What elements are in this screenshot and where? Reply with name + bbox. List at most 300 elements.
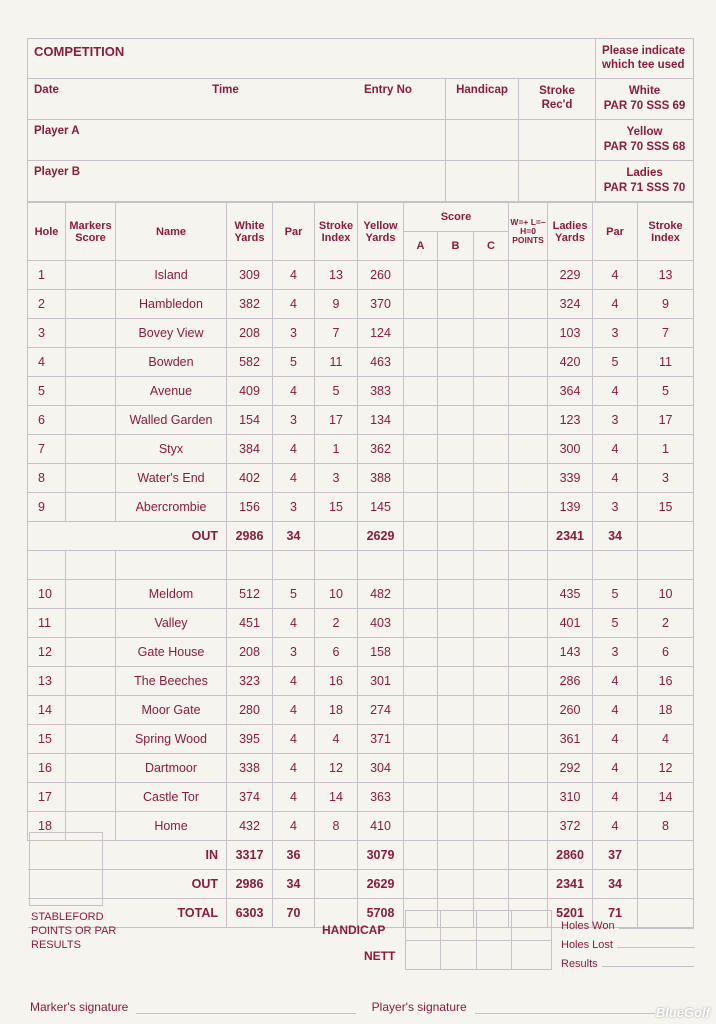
score-b-cell[interactable] xyxy=(438,580,474,609)
player-a-handicap[interactable] xyxy=(446,120,519,161)
competition-label: COMPETITION xyxy=(28,39,596,79)
spacer-cell xyxy=(66,551,116,580)
points-cell[interactable] xyxy=(509,493,548,522)
table-row xyxy=(28,609,694,638)
ladies-yards: 324 xyxy=(548,290,593,319)
white-yards: 384 xyxy=(227,435,273,464)
score-b-cell[interactable] xyxy=(438,290,474,319)
out2-score-b[interactable] xyxy=(438,870,474,899)
ladies-yards: 300 xyxy=(548,435,593,464)
hole-name: Home xyxy=(116,812,227,841)
par: 3 xyxy=(273,319,315,348)
ladies-par: 3 xyxy=(593,406,638,435)
markers-score-cell[interactable] xyxy=(66,754,116,783)
points-cell[interactable] xyxy=(509,609,548,638)
white-yards: 323 xyxy=(227,667,273,696)
out2-score-c[interactable] xyxy=(474,870,509,899)
score-b-cell[interactable] xyxy=(438,609,474,638)
player-a-field[interactable]: Player A xyxy=(28,120,446,161)
spacer-cell xyxy=(474,551,509,580)
yellow-yards: 463 xyxy=(358,348,404,377)
in-score-c[interactable] xyxy=(474,841,509,870)
points-cell[interactable] xyxy=(509,464,548,493)
par: 5 xyxy=(273,580,315,609)
hole-number: 9 xyxy=(28,493,66,522)
table-row xyxy=(28,812,694,841)
hole-name: Castle Tor xyxy=(116,783,227,812)
ladies-yards: 310 xyxy=(548,783,593,812)
col-c: C xyxy=(474,232,509,261)
markers-score-cell[interactable] xyxy=(66,638,116,667)
score-a-cell[interactable] xyxy=(404,638,438,667)
spacer-cell xyxy=(116,551,227,580)
points-cell[interactable] xyxy=(509,261,548,290)
holes-won-line xyxy=(619,928,694,929)
out2-points[interactable] xyxy=(509,870,548,899)
points-cell[interactable] xyxy=(509,406,548,435)
ladies-par: 4 xyxy=(593,377,638,406)
stroke-index: 18 xyxy=(315,696,358,725)
total-label: TOTAL xyxy=(28,899,227,928)
player-b-handicap[interactable] xyxy=(446,161,519,202)
out-yellow-yards: 2629 xyxy=(358,522,404,551)
out-ladies-si-empty xyxy=(638,522,694,551)
holes-lost-line xyxy=(617,947,695,948)
markers-score-cell[interactable] xyxy=(66,493,116,522)
par: 3 xyxy=(273,406,315,435)
score-b-cell[interactable] xyxy=(438,696,474,725)
score-a-cell[interactable] xyxy=(404,580,438,609)
date-time-field[interactable] xyxy=(28,79,446,120)
points-cell[interactable] xyxy=(509,783,548,812)
footer xyxy=(30,1000,655,1014)
table-row xyxy=(28,783,694,812)
hole-name: Valley xyxy=(116,609,227,638)
markers-score-cell[interactable] xyxy=(66,319,116,348)
score-b-cell[interactable] xyxy=(438,783,474,812)
in-ladies-si-empty xyxy=(638,841,694,870)
white-yards: 395 xyxy=(227,725,273,754)
time-label: Time xyxy=(212,84,239,96)
total-row xyxy=(28,841,694,870)
hole-name: Hambledon xyxy=(116,290,227,319)
score-c-cell[interactable] xyxy=(474,290,509,319)
ladies-stroke-index: 6 xyxy=(638,638,694,667)
score-a-cell[interactable] xyxy=(404,348,438,377)
out-points[interactable] xyxy=(509,522,548,551)
ladies-yards: 260 xyxy=(548,696,593,725)
score-a-cell[interactable] xyxy=(404,754,438,783)
stroke-index: 3 xyxy=(315,464,358,493)
hole-number: 5 xyxy=(28,377,66,406)
score-b-cell[interactable] xyxy=(438,638,474,667)
yellow-yards: 260 xyxy=(358,261,404,290)
spacer-cell xyxy=(593,551,638,580)
ladies-par: 4 xyxy=(593,464,638,493)
ladies-stroke-index: 7 xyxy=(638,319,694,348)
hole-name: Bovey View xyxy=(116,319,227,348)
yellow-yards: 274 xyxy=(358,696,404,725)
ladies-stroke-index: 13 xyxy=(638,261,694,290)
handicap-total-label: HANDICAP xyxy=(322,923,386,937)
spacer-cell xyxy=(227,551,273,580)
ladies-stroke-index: 17 xyxy=(638,406,694,435)
nett-label: NETT xyxy=(364,949,396,963)
markers-score-cell[interactable] xyxy=(66,464,116,493)
player-b-field[interactable]: Player B xyxy=(28,161,446,202)
hole-name: Dartmoor xyxy=(116,754,227,783)
score-b-cell[interactable] xyxy=(438,464,474,493)
table-row xyxy=(28,261,694,290)
out-score-a[interactable] xyxy=(404,522,438,551)
yellow-yards: 383 xyxy=(358,377,404,406)
ladies-yards: 361 xyxy=(548,725,593,754)
yellow-yards: 304 xyxy=(358,754,404,783)
total-par: 70 xyxy=(273,899,315,928)
spacer-cell xyxy=(638,551,694,580)
col-markers: Markers Score xyxy=(66,203,116,261)
points-cell[interactable] xyxy=(509,348,548,377)
white-yards: 582 xyxy=(227,348,273,377)
results-line xyxy=(602,966,694,967)
points-cell[interactable] xyxy=(509,725,548,754)
ladies-yards: 286 xyxy=(548,667,593,696)
par: 3 xyxy=(273,493,315,522)
header-table xyxy=(27,38,694,202)
score-c-cell[interactable] xyxy=(474,377,509,406)
score-c-cell[interactable] xyxy=(474,464,509,493)
ladies-stroke-index: 12 xyxy=(638,754,694,783)
ladies-yards: 103 xyxy=(548,319,593,348)
holes-won[interactable] xyxy=(561,920,694,932)
hole-name: Meldom xyxy=(116,580,227,609)
hole-number: 2 xyxy=(28,290,66,319)
score-a-cell[interactable] xyxy=(404,609,438,638)
points-cell[interactable] xyxy=(509,435,548,464)
results[interactable] xyxy=(561,958,694,970)
ladies-par: 5 xyxy=(593,609,638,638)
yellow-tee-label: Yellow xyxy=(626,126,663,138)
out2-stroke-index-empty xyxy=(315,870,358,899)
hole-number: 10 xyxy=(28,580,66,609)
score-a-cell[interactable] xyxy=(404,812,438,841)
score-b-cell[interactable] xyxy=(438,812,474,841)
total-ladies-par: 71 xyxy=(593,899,638,928)
ladies-tee-label: Ladies xyxy=(626,167,663,179)
ladies-yards: 372 xyxy=(548,812,593,841)
markers-score-cell[interactable] xyxy=(66,377,116,406)
ladies-par: 4 xyxy=(593,812,638,841)
out2-ladies-si-empty xyxy=(638,870,694,899)
handicap-label: Handicap xyxy=(446,79,519,120)
spacer-cell xyxy=(358,551,404,580)
score-a-cell[interactable] xyxy=(404,377,438,406)
out-score-c[interactable] xyxy=(474,522,509,551)
score-c-cell[interactable] xyxy=(474,783,509,812)
table-row xyxy=(28,319,694,348)
markers-score-cell[interactable] xyxy=(66,725,116,754)
stroke-index: 16 xyxy=(315,667,358,696)
white-yards: 208 xyxy=(227,319,273,348)
ladies-stroke-index: 5 xyxy=(638,377,694,406)
par: 4 xyxy=(273,377,315,406)
yellow-tee[interactable] xyxy=(596,120,694,161)
markers-score-cell[interactable] xyxy=(66,435,116,464)
col-par: Par xyxy=(273,203,315,261)
players-signature-line[interactable] xyxy=(475,1013,655,1014)
hole-name: The Beeches xyxy=(116,667,227,696)
score-table xyxy=(27,202,694,928)
col-white-yards: White Yards xyxy=(227,203,273,261)
points-cell[interactable] xyxy=(509,638,548,667)
stableford-box[interactable] xyxy=(29,832,103,906)
ladies-par: 5 xyxy=(593,580,638,609)
score-b-cell[interactable] xyxy=(438,406,474,435)
stroke-index: 4 xyxy=(315,725,358,754)
score-a-cell[interactable] xyxy=(404,290,438,319)
out2-score-a[interactable] xyxy=(404,870,438,899)
points-cell[interactable] xyxy=(509,580,548,609)
ladies-stroke-index: 4 xyxy=(638,725,694,754)
in-ladies-yards: 2860 xyxy=(548,841,593,870)
score-c-cell[interactable] xyxy=(474,609,509,638)
score-b-cell[interactable] xyxy=(438,725,474,754)
points-cell[interactable] xyxy=(509,754,548,783)
ladies-yards: 123 xyxy=(548,406,593,435)
markers-score-cell[interactable] xyxy=(66,609,116,638)
score-c-cell[interactable] xyxy=(474,435,509,464)
in-label: IN xyxy=(28,841,227,870)
par: 4 xyxy=(273,754,315,783)
score-c-cell[interactable] xyxy=(474,319,509,348)
par: 4 xyxy=(273,261,315,290)
spacer-cell xyxy=(438,551,474,580)
markers-score-cell[interactable] xyxy=(66,783,116,812)
ladies-par: 4 xyxy=(593,696,638,725)
score-a-cell[interactable] xyxy=(404,493,438,522)
white-tee[interactable] xyxy=(596,79,694,120)
out-ladies-yards: 2341 xyxy=(548,522,593,551)
out2-label: OUT xyxy=(28,870,227,899)
stroke-recd-label: Stroke Rec'd xyxy=(519,79,596,120)
score-a-cell[interactable] xyxy=(404,319,438,348)
out-label: OUT xyxy=(28,522,227,551)
spacer-cell xyxy=(273,551,315,580)
ladies-stroke-index: 16 xyxy=(638,667,694,696)
points-cell[interactable] xyxy=(509,696,548,725)
score-a-cell[interactable] xyxy=(404,667,438,696)
yellow-yards: 371 xyxy=(358,725,404,754)
spacer-cell xyxy=(28,551,66,580)
table-row xyxy=(28,754,694,783)
yellow-yards: 134 xyxy=(358,406,404,435)
white-yards: 280 xyxy=(227,696,273,725)
score-c-cell[interactable] xyxy=(474,348,509,377)
ladies-stroke-index: 2 xyxy=(638,609,694,638)
markers-score-cell[interactable] xyxy=(66,667,116,696)
total-white-yards: 6303 xyxy=(227,899,273,928)
out-par: 34 xyxy=(273,522,315,551)
handicap-nett-grid[interactable] xyxy=(405,910,552,970)
total-row xyxy=(28,870,694,899)
stroke-index: 15 xyxy=(315,493,358,522)
table-row xyxy=(28,493,694,522)
score-b-cell[interactable] xyxy=(438,754,474,783)
score-c-cell[interactable] xyxy=(474,261,509,290)
out2-ladies-yards: 2341 xyxy=(548,870,593,899)
par: 4 xyxy=(273,783,315,812)
white-yards: 309 xyxy=(227,261,273,290)
white-yards: 409 xyxy=(227,377,273,406)
white-yards: 154 xyxy=(227,406,273,435)
ladies-par: 4 xyxy=(593,435,638,464)
hole-name: Abercrombie xyxy=(116,493,227,522)
out-score-b[interactable] xyxy=(438,522,474,551)
hole-number: 1 xyxy=(28,261,66,290)
col-b: B xyxy=(438,232,474,261)
ladies-yards: 229 xyxy=(548,261,593,290)
score-a-cell[interactable] xyxy=(404,696,438,725)
score-c-cell[interactable] xyxy=(474,812,509,841)
tee-note: Please indicate which tee used xyxy=(596,39,694,79)
score-c-cell[interactable] xyxy=(474,638,509,667)
score-c-cell[interactable] xyxy=(474,667,509,696)
score-c-cell[interactable] xyxy=(474,406,509,435)
points-cell[interactable] xyxy=(509,667,548,696)
par: 4 xyxy=(273,290,315,319)
score-a-cell[interactable] xyxy=(404,783,438,812)
out-white-yards: 2986 xyxy=(227,522,273,551)
white-yards: 402 xyxy=(227,464,273,493)
stroke-index: 6 xyxy=(315,638,358,667)
results-label: Results xyxy=(561,958,598,970)
in-score-b[interactable] xyxy=(438,841,474,870)
hole-name: Moor Gate xyxy=(116,696,227,725)
ladies-stroke-index: 15 xyxy=(638,493,694,522)
score-b-cell[interactable] xyxy=(438,348,474,377)
stroke-index: 5 xyxy=(315,377,358,406)
score-c-cell[interactable] xyxy=(474,725,509,754)
stroke-index: 13 xyxy=(315,261,358,290)
score-c-cell[interactable] xyxy=(474,580,509,609)
points-cell[interactable] xyxy=(509,290,548,319)
score-b-cell[interactable] xyxy=(438,319,474,348)
yellow-yards: 482 xyxy=(358,580,404,609)
out-stroke-index-empty xyxy=(315,522,358,551)
ladies-yards: 435 xyxy=(548,580,593,609)
hole-name: Styx xyxy=(116,435,227,464)
yellow-yards: 388 xyxy=(358,464,404,493)
out2-white-yards: 2986 xyxy=(227,870,273,899)
watermark: BlueGolf xyxy=(655,1005,710,1020)
markers-score-cell[interactable] xyxy=(66,406,116,435)
yellow-yards: 370 xyxy=(358,290,404,319)
markers-score-cell[interactable] xyxy=(66,348,116,377)
in-white-yards: 3317 xyxy=(227,841,273,870)
yellow-yards: 301 xyxy=(358,667,404,696)
points-cell[interactable] xyxy=(509,812,548,841)
points-cell[interactable] xyxy=(509,319,548,348)
out2-yellow-yards: 2629 xyxy=(358,870,404,899)
score-a-cell[interactable] xyxy=(404,725,438,754)
hole-number: 14 xyxy=(28,696,66,725)
score-a-cell[interactable] xyxy=(404,406,438,435)
stroke-index: 12 xyxy=(315,754,358,783)
table-row xyxy=(28,667,694,696)
spacer-cell xyxy=(509,551,548,580)
holes-lost-label: Holes Lost xyxy=(561,939,613,951)
total-row xyxy=(28,522,694,551)
out2-par: 34 xyxy=(273,870,315,899)
hole-number: 13 xyxy=(28,667,66,696)
ladies-par: 4 xyxy=(593,261,638,290)
players-signature-label: Player's signature xyxy=(371,1000,467,1014)
markers-score-cell[interactable] xyxy=(66,696,116,725)
markers-signature-line[interactable] xyxy=(136,1013,356,1014)
hole-number: 11 xyxy=(28,609,66,638)
score-a-cell[interactable] xyxy=(404,435,438,464)
in-score-a[interactable] xyxy=(404,841,438,870)
score-b-cell[interactable] xyxy=(438,493,474,522)
spacer-row xyxy=(28,551,694,580)
hole-name: Gate House xyxy=(116,638,227,667)
ladies-yards: 401 xyxy=(548,609,593,638)
player-a-stroke[interactable] xyxy=(519,120,596,161)
ladies-tee[interactable] xyxy=(596,161,694,202)
par: 4 xyxy=(273,696,315,725)
score-a-cell[interactable] xyxy=(404,464,438,493)
markers-score-cell[interactable] xyxy=(66,261,116,290)
spacer-cell xyxy=(404,551,438,580)
score-c-cell[interactable] xyxy=(474,493,509,522)
white-yards: 374 xyxy=(227,783,273,812)
score-c-cell[interactable] xyxy=(474,696,509,725)
ladies-stroke-index: 18 xyxy=(638,696,694,725)
score-b-cell[interactable] xyxy=(438,667,474,696)
ladies-stroke-index: 10 xyxy=(638,580,694,609)
hole-number: 18 xyxy=(28,812,66,841)
player-b-stroke[interactable] xyxy=(519,161,596,202)
in-points[interactable] xyxy=(509,841,548,870)
yellow-yards: 158 xyxy=(358,638,404,667)
holes-lost[interactable] xyxy=(561,939,695,951)
ladies-par: 4 xyxy=(593,754,638,783)
ladies-stroke-index: 1 xyxy=(638,435,694,464)
score-c-cell[interactable] xyxy=(474,754,509,783)
score-a-cell[interactable] xyxy=(404,261,438,290)
table-row xyxy=(28,696,694,725)
score-b-cell[interactable] xyxy=(438,377,474,406)
markers-score-cell[interactable] xyxy=(66,290,116,319)
date-label: Date xyxy=(34,84,59,96)
yellow-yards: 403 xyxy=(358,609,404,638)
out2-ladies-par: 34 xyxy=(593,870,638,899)
white-yards: 382 xyxy=(227,290,273,319)
white-yards: 451 xyxy=(227,609,273,638)
points-cell[interactable] xyxy=(509,377,548,406)
par: 4 xyxy=(273,435,315,464)
ladies-stroke-index: 8 xyxy=(638,812,694,841)
score-b-cell[interactable] xyxy=(438,435,474,464)
score-b-cell[interactable] xyxy=(438,261,474,290)
table-row xyxy=(28,435,694,464)
table-row xyxy=(28,406,694,435)
yellow-yards: 410 xyxy=(358,812,404,841)
white-yards: 338 xyxy=(227,754,273,783)
col-yellow-yards: Yellow Yards xyxy=(358,203,404,261)
ladies-par: 3 xyxy=(593,638,638,667)
markers-score-cell[interactable] xyxy=(66,580,116,609)
